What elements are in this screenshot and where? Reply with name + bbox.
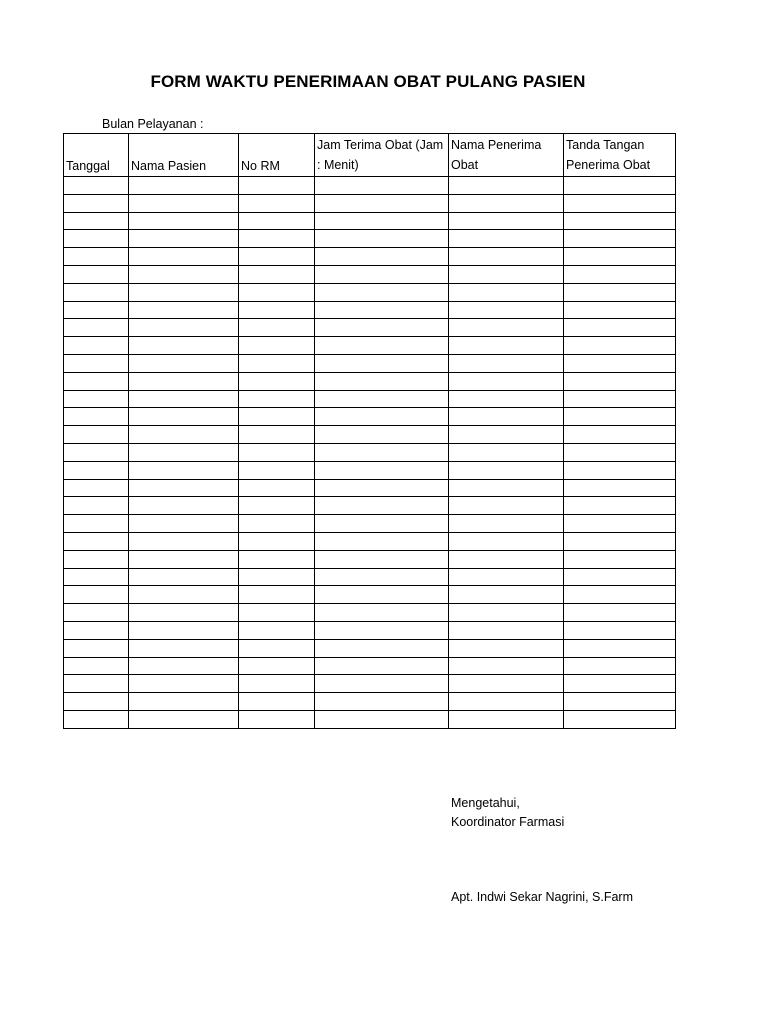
table-cell[interactable]	[449, 230, 564, 248]
column-header-no-rm: No RM	[239, 134, 315, 177]
table-cell[interactable]	[449, 497, 564, 515]
table-cell[interactable]	[564, 265, 676, 283]
table-row[interactable]	[64, 248, 676, 266]
column-header-nama-penerima-obat: Nama Penerima Obat	[449, 134, 564, 177]
table-cell[interactable]	[129, 301, 239, 319]
table-cell[interactable]	[315, 337, 449, 355]
table-cell[interactable]	[315, 194, 449, 212]
table-cell[interactable]	[64, 515, 129, 533]
table-row[interactable]	[64, 212, 676, 230]
table-cell[interactable]	[449, 550, 564, 568]
table-cell[interactable]	[315, 230, 449, 248]
column-header-nama-pasien: Nama Pasien	[129, 134, 239, 177]
table-cell[interactable]	[315, 301, 449, 319]
table-cell[interactable]	[129, 390, 239, 408]
table-cell[interactable]	[129, 693, 239, 711]
table-cell[interactable]	[564, 639, 676, 657]
table-cell[interactable]	[129, 319, 239, 337]
table-cell[interactable]	[449, 390, 564, 408]
table-cell[interactable]	[129, 426, 239, 444]
table-cell[interactable]	[564, 408, 676, 426]
table-cell[interactable]	[239, 354, 315, 372]
table-cell[interactable]	[564, 515, 676, 533]
table-cell[interactable]	[64, 639, 129, 657]
table-cell[interactable]	[449, 337, 564, 355]
table-cell[interactable]	[449, 675, 564, 693]
table-row[interactable]	[64, 479, 676, 497]
patient-medication-table	[63, 133, 676, 729]
table-cell[interactable]	[239, 586, 315, 604]
table-cell[interactable]	[64, 675, 129, 693]
table-cell[interactable]	[239, 319, 315, 337]
table-cell[interactable]	[129, 710, 239, 728]
table-cell[interactable]	[449, 443, 564, 461]
table-cell[interactable]	[564, 568, 676, 586]
table-cell[interactable]	[315, 657, 449, 675]
table-cell[interactable]	[564, 390, 676, 408]
table-cell[interactable]	[315, 639, 449, 657]
table-cell[interactable]	[129, 586, 239, 604]
table-row[interactable]	[64, 657, 676, 675]
table-cell[interactable]	[564, 621, 676, 639]
table-cell[interactable]	[64, 568, 129, 586]
table-cell[interactable]	[64, 550, 129, 568]
table-cell[interactable]	[129, 194, 239, 212]
table-cell[interactable]	[449, 693, 564, 711]
table-cell[interactable]	[564, 586, 676, 604]
table-row[interactable]	[64, 265, 676, 283]
table-cell[interactable]	[129, 461, 239, 479]
table-row[interactable]	[64, 194, 676, 212]
table-cell[interactable]	[129, 265, 239, 283]
table-cell[interactable]	[449, 515, 564, 533]
signature-mengetahui: Mengetahui,	[451, 796, 520, 810]
table-row[interactable]	[64, 408, 676, 426]
table-cell[interactable]	[564, 319, 676, 337]
table-cell[interactable]	[129, 497, 239, 515]
table-cell[interactable]	[564, 604, 676, 622]
table-row[interactable]	[64, 515, 676, 533]
table-cell[interactable]	[564, 248, 676, 266]
table-row[interactable]	[64, 586, 676, 604]
table-cell[interactable]	[315, 604, 449, 622]
table-cell[interactable]	[64, 408, 129, 426]
table-cell[interactable]	[64, 479, 129, 497]
table-cell[interactable]	[239, 621, 315, 639]
table-row[interactable]	[64, 372, 676, 390]
table-cell[interactable]	[315, 443, 449, 461]
table-cell[interactable]	[449, 265, 564, 283]
table-cell[interactable]	[449, 426, 564, 444]
table-cell[interactable]	[239, 710, 315, 728]
table-cell[interactable]	[564, 212, 676, 230]
table-cell[interactable]	[564, 283, 676, 301]
table-cell[interactable]	[315, 675, 449, 693]
table-row[interactable]	[64, 283, 676, 301]
table-cell[interactable]	[239, 693, 315, 711]
table-cell[interactable]	[564, 693, 676, 711]
column-header-jam-terima-obat: Jam Terima Obat (Jam : Menit)	[315, 134, 449, 177]
table-cell[interactable]	[64, 230, 129, 248]
table-cell[interactable]	[239, 230, 315, 248]
table-cell[interactable]	[564, 497, 676, 515]
table-cell[interactable]	[239, 177, 315, 195]
table-cell[interactable]	[129, 515, 239, 533]
table-row[interactable]	[64, 337, 676, 355]
table-cell[interactable]	[315, 479, 449, 497]
table-row[interactable]	[64, 319, 676, 337]
table-cell[interactable]	[564, 301, 676, 319]
table-cell[interactable]	[129, 639, 239, 657]
table-cell[interactable]	[315, 408, 449, 426]
table-row[interactable]	[64, 550, 676, 568]
table-cell[interactable]	[239, 675, 315, 693]
table-cell[interactable]	[129, 621, 239, 639]
table-cell[interactable]	[64, 532, 129, 550]
table-cell[interactable]	[239, 550, 315, 568]
table-cell[interactable]	[129, 479, 239, 497]
table-cell[interactable]	[449, 354, 564, 372]
table-cell[interactable]	[315, 461, 449, 479]
table-row[interactable]	[64, 390, 676, 408]
table-cell[interactable]	[564, 532, 676, 550]
table-cell[interactable]	[449, 212, 564, 230]
table-cell[interactable]	[449, 604, 564, 622]
table-cell[interactable]	[449, 248, 564, 266]
table-cell[interactable]	[564, 710, 676, 728]
table-cell[interactable]	[129, 675, 239, 693]
table-cell[interactable]	[64, 177, 129, 195]
table-cell[interactable]	[64, 372, 129, 390]
table-cell[interactable]	[315, 568, 449, 586]
table-cell[interactable]	[564, 461, 676, 479]
table-row[interactable]	[64, 532, 676, 550]
bulan-pelayanan-label: Bulan Pelayanan :	[102, 117, 204, 131]
table-cell[interactable]	[64, 621, 129, 639]
table-cell[interactable]	[564, 177, 676, 195]
table-cell[interactable]	[449, 621, 564, 639]
table-cell[interactable]	[564, 550, 676, 568]
table-row[interactable]	[64, 461, 676, 479]
table-cell[interactable]	[129, 604, 239, 622]
table-cell[interactable]	[239, 212, 315, 230]
form-title: FORM WAKTU PENERIMAAN OBAT PULANG PASIEN	[150, 72, 586, 91]
table-cell[interactable]	[64, 443, 129, 461]
table-cell[interactable]	[129, 177, 239, 195]
table-cell[interactable]	[239, 657, 315, 675]
table-row[interactable]	[64, 443, 676, 461]
table-cell[interactable]	[64, 461, 129, 479]
table-cell[interactable]	[315, 532, 449, 550]
table-cell[interactable]	[239, 248, 315, 266]
table-row[interactable]	[64, 693, 676, 711]
table-row[interactable]	[64, 301, 676, 319]
table-cell[interactable]	[239, 515, 315, 533]
table-cell[interactable]	[239, 479, 315, 497]
table-cell[interactable]	[129, 568, 239, 586]
signature-role: Koordinator Farmasi	[451, 815, 565, 829]
table-body	[64, 177, 676, 729]
table-cell[interactable]	[564, 657, 676, 675]
column-header-tanda-tangan: Tanda Tangan Penerima Obat	[564, 134, 676, 177]
table-cell[interactable]	[239, 426, 315, 444]
table-cell[interactable]	[239, 301, 315, 319]
table-cell[interactable]	[239, 568, 315, 586]
table-cell[interactable]	[129, 657, 239, 675]
table-cell[interactable]	[564, 443, 676, 461]
table-cell[interactable]	[315, 283, 449, 301]
table-cell[interactable]	[315, 372, 449, 390]
table-cell[interactable]	[239, 390, 315, 408]
table-row[interactable]	[64, 426, 676, 444]
table-cell[interactable]	[315, 550, 449, 568]
table-cell[interactable]	[449, 283, 564, 301]
table-cell[interactable]	[129, 354, 239, 372]
table-cell[interactable]	[64, 319, 129, 337]
table-cell[interactable]	[239, 604, 315, 622]
table-cell[interactable]	[129, 408, 239, 426]
table-cell[interactable]	[315, 212, 449, 230]
table-cell[interactable]	[64, 283, 129, 301]
table-cell[interactable]	[239, 283, 315, 301]
table-cell[interactable]	[564, 354, 676, 372]
table-cell[interactable]	[129, 337, 239, 355]
table-cell[interactable]	[64, 604, 129, 622]
table-cell[interactable]	[449, 372, 564, 390]
table-cell[interactable]	[315, 248, 449, 266]
table-cell[interactable]	[64, 586, 129, 604]
table-cell[interactable]	[64, 657, 129, 675]
table-row[interactable]	[64, 177, 676, 195]
table-cell[interactable]	[64, 301, 129, 319]
table-cell[interactable]	[449, 586, 564, 604]
table-cell[interactable]	[129, 443, 239, 461]
table-cell[interactable]	[315, 497, 449, 515]
table-cell[interactable]	[315, 710, 449, 728]
table-row[interactable]	[64, 230, 676, 248]
table-cell[interactable]	[239, 265, 315, 283]
table-row[interactable]	[64, 675, 676, 693]
table-cell[interactable]	[239, 443, 315, 461]
table-cell[interactable]	[449, 319, 564, 337]
table-cell[interactable]	[239, 461, 315, 479]
table-cell[interactable]	[64, 693, 129, 711]
table-header-row	[64, 134, 676, 177]
table-row[interactable]	[64, 621, 676, 639]
table-cell[interactable]	[315, 586, 449, 604]
table-cell[interactable]	[315, 390, 449, 408]
table-cell[interactable]	[129, 283, 239, 301]
table-cell[interactable]	[239, 639, 315, 657]
table-cell[interactable]	[564, 675, 676, 693]
table-cell[interactable]	[64, 710, 129, 728]
table-cell[interactable]	[564, 479, 676, 497]
table-cell[interactable]	[564, 372, 676, 390]
table-cell[interactable]	[564, 230, 676, 248]
column-header-tanggal: Tanggal	[64, 134, 129, 177]
table-cell[interactable]	[564, 426, 676, 444]
table-row[interactable]	[64, 568, 676, 586]
table-cell[interactable]	[449, 194, 564, 212]
table-cell[interactable]	[64, 194, 129, 212]
signature-name: Apt. Indwi Sekar Nagrini, S.Farm	[451, 890, 634, 904]
table-cell[interactable]	[449, 479, 564, 497]
table-cell[interactable]	[564, 194, 676, 212]
table-cell[interactable]	[129, 230, 239, 248]
table-cell[interactable]	[64, 354, 129, 372]
table-cell[interactable]	[64, 337, 129, 355]
table-cell[interactable]	[449, 710, 564, 728]
table-cell[interactable]	[129, 212, 239, 230]
table-cell[interactable]	[315, 265, 449, 283]
table-cell[interactable]	[449, 408, 564, 426]
table-row[interactable]	[64, 710, 676, 728]
table-cell[interactable]	[449, 301, 564, 319]
table-cell[interactable]	[64, 426, 129, 444]
table-cell[interactable]	[315, 621, 449, 639]
table-cell[interactable]	[239, 408, 315, 426]
table-cell[interactable]	[315, 426, 449, 444]
table-cell[interactable]	[64, 497, 129, 515]
table-cell[interactable]	[129, 372, 239, 390]
table-cell[interactable]	[315, 177, 449, 195]
table-cell[interactable]	[64, 248, 129, 266]
table-cell[interactable]	[449, 461, 564, 479]
table-cell[interactable]	[129, 550, 239, 568]
table-cell[interactable]	[315, 693, 449, 711]
table-cell[interactable]	[239, 194, 315, 212]
table-cell[interactable]	[449, 657, 564, 675]
table-cell[interactable]	[449, 568, 564, 586]
table-cell[interactable]	[315, 319, 449, 337]
table-cell[interactable]	[129, 248, 239, 266]
table-cell[interactable]	[239, 337, 315, 355]
table-cell[interactable]	[239, 372, 315, 390]
table-cell[interactable]	[64, 390, 129, 408]
table-cell[interactable]	[449, 177, 564, 195]
table-cell[interactable]	[64, 212, 129, 230]
table-row[interactable]	[64, 354, 676, 372]
table-cell[interactable]	[129, 532, 239, 550]
table-cell[interactable]	[449, 532, 564, 550]
table-cell[interactable]	[239, 532, 315, 550]
table-row[interactable]	[64, 604, 676, 622]
table-cell[interactable]	[315, 354, 449, 372]
table-row[interactable]	[64, 639, 676, 657]
table-cell[interactable]	[449, 639, 564, 657]
table-cell[interactable]	[315, 515, 449, 533]
table-cell[interactable]	[64, 265, 129, 283]
table-cell[interactable]	[564, 337, 676, 355]
table-cell[interactable]	[239, 497, 315, 515]
table-row[interactable]	[64, 497, 676, 515]
